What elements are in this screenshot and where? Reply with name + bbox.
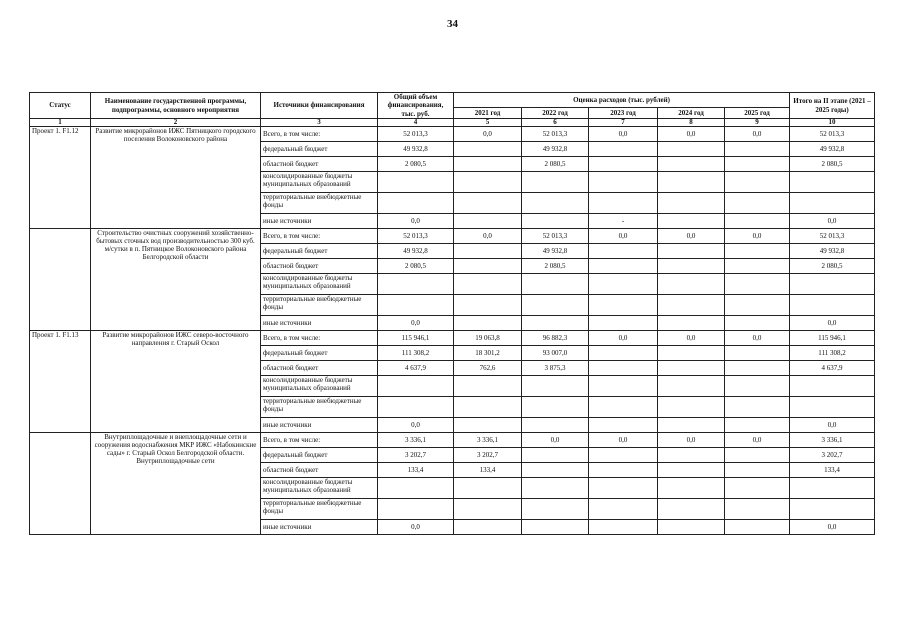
amount-cell — [454, 376, 522, 397]
amount-cell — [658, 418, 725, 433]
funding-source: территориальные внебюджетные фонды — [261, 193, 378, 214]
funding-source: иные источники — [261, 520, 378, 535]
column-number: 6 — [522, 119, 589, 127]
amount-cell — [589, 295, 658, 316]
amount-cell — [454, 499, 522, 520]
column-number: 8 — [658, 119, 725, 127]
amount-cell — [725, 295, 790, 316]
amount-cell — [725, 259, 790, 274]
table-row — [30, 331, 875, 346]
amount-cell: 2 080,5 — [790, 259, 875, 274]
amount-cell — [725, 193, 790, 214]
amount-cell: 0,0 — [589, 433, 658, 448]
amount-cell — [658, 244, 725, 259]
amount-cell — [589, 244, 658, 259]
amount-cell — [454, 172, 522, 193]
amount-cell — [725, 142, 790, 157]
funding-source: областной бюджет — [261, 463, 378, 478]
amount-cell — [454, 214, 522, 229]
amount-cell: 0,0 — [658, 433, 725, 448]
amount-cell — [522, 418, 589, 433]
funding-source: федеральный бюджет — [261, 244, 378, 259]
funding-source: федеральный бюджет — [261, 448, 378, 463]
amount-cell: 52 013,3 — [378, 127, 454, 142]
amount-cell — [589, 346, 658, 361]
amount-cell — [522, 316, 589, 331]
amount-cell — [725, 316, 790, 331]
amount-cell: 0,0 — [378, 418, 454, 433]
header-total: Общий объем финансирования, тыс. руб. — [378, 93, 454, 119]
funding-source: иные источники — [261, 214, 378, 229]
amount-cell — [790, 397, 875, 418]
column-number: 4 — [378, 119, 454, 127]
amount-cell: 0,0 — [725, 127, 790, 142]
amount-cell — [725, 448, 790, 463]
funding-source: территориальные внебюджетные фонды — [261, 397, 378, 418]
amount-cell: 0,0 — [725, 433, 790, 448]
amount-cell: 3 202,7 — [454, 448, 522, 463]
amount-cell — [725, 463, 790, 478]
amount-cell — [522, 520, 589, 535]
table-row — [30, 127, 875, 142]
amount-cell: 3 202,7 — [378, 448, 454, 463]
amount-cell — [725, 346, 790, 361]
amount-cell — [589, 448, 658, 463]
amount-cell — [589, 499, 658, 520]
amount-cell — [378, 193, 454, 214]
amount-cell — [725, 244, 790, 259]
amount-cell: 93 007,0 — [522, 346, 589, 361]
amount-cell — [589, 157, 658, 172]
amount-cell — [589, 142, 658, 157]
header-year: 2022 год — [522, 108, 589, 119]
amount-cell: 3 336,1 — [454, 433, 522, 448]
funding-source: Всего, в том числе: — [261, 229, 378, 244]
amount-cell — [589, 361, 658, 376]
amount-cell — [658, 142, 725, 157]
amount-cell — [658, 376, 725, 397]
header-year: 2021 год — [454, 108, 522, 119]
amount-cell — [454, 244, 522, 259]
header-status: Статус — [30, 93, 91, 119]
funding-source: иные источники — [261, 316, 378, 331]
header-year: 2023 год — [589, 108, 658, 119]
amount-cell: 52 013,3 — [522, 229, 589, 244]
amount-cell — [454, 397, 522, 418]
amount-cell: 3 336,1 — [378, 433, 454, 448]
amount-cell — [378, 274, 454, 295]
amount-cell — [658, 520, 725, 535]
amount-cell — [790, 499, 875, 520]
amount-cell: 0,0 — [378, 520, 454, 535]
column-number: 3 — [261, 119, 378, 127]
amount-cell — [725, 214, 790, 229]
funding-source: федеральный бюджет — [261, 346, 378, 361]
amount-cell — [589, 172, 658, 193]
amount-cell: 0,0 — [454, 229, 522, 244]
amount-cell — [790, 295, 875, 316]
amount-cell — [454, 520, 522, 535]
funding-source: консолидированные бюджеты муниципальных образований — [261, 172, 378, 193]
amount-cell — [522, 193, 589, 214]
amount-cell: 52 013,3 — [790, 229, 875, 244]
funding-source: областной бюджет — [261, 157, 378, 172]
amount-cell: 2 080,5 — [378, 157, 454, 172]
amount-cell: 4 637,9 — [378, 361, 454, 376]
amount-cell — [658, 157, 725, 172]
table-row — [30, 229, 875, 244]
amount-cell — [454, 259, 522, 274]
amount-cell: 133,4 — [454, 463, 522, 478]
funding-source: областной бюджет — [261, 361, 378, 376]
header-year: 2025 год — [725, 108, 790, 119]
funding-source: консолидированные бюджеты муниципальных образований — [261, 478, 378, 499]
amount-cell — [522, 295, 589, 316]
amount-cell — [658, 463, 725, 478]
funding-source: Всего, в том числе: — [261, 127, 378, 142]
amount-cell — [522, 376, 589, 397]
amount-cell — [658, 361, 725, 376]
amount-cell: - — [589, 214, 658, 229]
amount-cell — [522, 448, 589, 463]
amount-cell — [522, 463, 589, 478]
amount-cell: 0,0 — [454, 127, 522, 142]
amount-cell — [378, 172, 454, 193]
amount-cell: 0,0 — [725, 229, 790, 244]
amount-cell — [454, 418, 522, 433]
amount-cell: 49 932,8 — [790, 244, 875, 259]
amount-cell: 0,0 — [589, 331, 658, 346]
funding-source: областной бюджет — [261, 259, 378, 274]
amount-cell: 3 336,1 — [790, 433, 875, 448]
amount-cell: 0,0 — [725, 331, 790, 346]
amount-cell — [522, 397, 589, 418]
column-number: 5 — [454, 119, 522, 127]
amount-cell — [454, 193, 522, 214]
amount-cell — [658, 478, 725, 499]
amount-cell — [589, 418, 658, 433]
amount-cell — [454, 157, 522, 172]
amount-cell — [589, 463, 658, 478]
row-status — [30, 229, 91, 331]
amount-cell: 0,0 — [522, 433, 589, 448]
amount-cell: 0,0 — [790, 520, 875, 535]
funding-source: территориальные внебюджетные фонды — [261, 295, 378, 316]
amount-cell — [658, 397, 725, 418]
row-program-name: Строительство очистных сооружений хозяйственно-бытовых сточных вод производительностью 300 куб. м/сутки в п. Пятницкое Волоконовского района Белгородской области — [91, 229, 261, 331]
amount-cell — [454, 274, 522, 295]
amount-cell: 0,0 — [790, 214, 875, 229]
amount-cell — [589, 478, 658, 499]
amount-cell — [658, 172, 725, 193]
amount-cell — [589, 316, 658, 331]
page-number: 34 — [447, 18, 458, 30]
header-name: Наименование государственной программы, подпрограммы, основного мероприятия — [91, 93, 261, 119]
financing-table — [29, 92, 875, 535]
amount-cell — [658, 499, 725, 520]
amount-cell: 96 882,3 — [522, 331, 589, 346]
amount-cell — [454, 478, 522, 499]
amount-cell: 0,0 — [658, 127, 725, 142]
amount-cell: 115 946,1 — [378, 331, 454, 346]
header-stage-total: Итого на II этапе (2021 – 2025 годы) — [790, 93, 875, 119]
amount-cell: 0,0 — [658, 229, 725, 244]
amount-cell: 111 308,2 — [378, 346, 454, 361]
amount-cell: 3 875,3 — [522, 361, 589, 376]
amount-cell — [658, 274, 725, 295]
amount-cell — [589, 274, 658, 295]
column-number: 10 — [790, 119, 875, 127]
amount-cell — [725, 397, 790, 418]
amount-cell — [589, 520, 658, 535]
amount-cell — [725, 361, 790, 376]
amount-cell — [378, 376, 454, 397]
amount-cell — [790, 274, 875, 295]
row-program-name: Внутриплощадочные и внеплощадочные сети и сооружения водоснабжения МКР ИЖС «Набокинские сады» г. Старый Оскол Белгородской области. Внутриплощадочные сети — [91, 433, 261, 535]
amount-cell — [454, 295, 522, 316]
funding-source: Всего, в том числе: — [261, 331, 378, 346]
amount-cell: 49 932,8 — [522, 244, 589, 259]
amount-cell — [378, 397, 454, 418]
amount-cell — [378, 295, 454, 316]
amount-cell: 115 946,1 — [790, 331, 875, 346]
amount-cell — [658, 295, 725, 316]
funding-source: федеральный бюджет — [261, 142, 378, 157]
amount-cell — [725, 376, 790, 397]
funding-source: Всего, в том числе: — [261, 433, 378, 448]
amount-cell: 49 932,8 — [522, 142, 589, 157]
amount-cell — [522, 172, 589, 193]
amount-cell — [658, 316, 725, 331]
amount-cell: 52 013,3 — [790, 127, 875, 142]
amount-cell — [522, 214, 589, 229]
amount-cell: 0,0 — [378, 214, 454, 229]
column-number: 7 — [589, 119, 658, 127]
amount-cell: 49 932,8 — [790, 142, 875, 157]
amount-cell — [658, 448, 725, 463]
header-estimate: Оценка расходов (тыс. рублей) — [454, 93, 790, 108]
amount-cell — [725, 172, 790, 193]
amount-cell — [725, 478, 790, 499]
amount-cell — [725, 499, 790, 520]
amount-cell — [522, 478, 589, 499]
amount-cell: 2 080,5 — [522, 157, 589, 172]
row-status — [30, 433, 91, 535]
amount-cell — [790, 376, 875, 397]
row-program-name: Развитие микрорайонов ИЖС северо-восточного направления г. Старый Оскол — [91, 331, 261, 433]
funding-source: консолидированные бюджеты муниципальных образований — [261, 274, 378, 295]
amount-cell — [454, 316, 522, 331]
amount-cell — [589, 376, 658, 397]
table-row — [30, 433, 875, 448]
amount-cell — [725, 157, 790, 172]
amount-cell — [522, 499, 589, 520]
column-number: 9 — [725, 119, 790, 127]
amount-cell — [725, 418, 790, 433]
row-status: Проект 1. F1.13 — [30, 331, 91, 433]
column-numbers-row — [30, 119, 875, 127]
amount-cell — [790, 478, 875, 499]
funding-source: территориальные внебюджетные фонды — [261, 499, 378, 520]
amount-cell — [522, 274, 589, 295]
funding-source: иные источники — [261, 418, 378, 433]
amount-cell: 52 013,3 — [522, 127, 589, 142]
amount-cell: 2 080,5 — [522, 259, 589, 274]
amount-cell: 2 080,5 — [378, 259, 454, 274]
column-number: 1 — [30, 119, 91, 127]
amount-cell: 18 301,2 — [454, 346, 522, 361]
amount-cell — [725, 520, 790, 535]
amount-cell: 0,0 — [378, 316, 454, 331]
amount-cell — [658, 259, 725, 274]
amount-cell — [725, 274, 790, 295]
column-number: 2 — [91, 119, 261, 127]
row-program-name: Развитие микрорайонов ИЖС Пятницкого городского поселения Волоконовского района — [91, 127, 261, 229]
amount-cell: 0,0 — [589, 229, 658, 244]
amount-cell — [658, 193, 725, 214]
amount-cell: 0,0 — [589, 127, 658, 142]
funding-source: консолидированные бюджеты муниципальных образований — [261, 376, 378, 397]
amount-cell: 133,4 — [790, 463, 875, 478]
amount-cell: 0,0 — [790, 316, 875, 331]
amount-cell — [378, 499, 454, 520]
amount-cell — [589, 397, 658, 418]
amount-cell: 0,0 — [658, 331, 725, 346]
amount-cell — [589, 259, 658, 274]
amount-cell: 111 308,2 — [790, 346, 875, 361]
amount-cell — [658, 346, 725, 361]
amount-cell: 4 637,9 — [790, 361, 875, 376]
amount-cell: 49 932,8 — [378, 244, 454, 259]
header-year: 2024 год — [658, 108, 725, 119]
amount-cell — [454, 142, 522, 157]
header-sources: Источники финансирования — [261, 93, 378, 119]
amount-cell — [589, 193, 658, 214]
amount-cell: 52 013,3 — [378, 229, 454, 244]
amount-cell: 0,0 — [790, 418, 875, 433]
amount-cell: 49 932,8 — [378, 142, 454, 157]
amount-cell — [790, 172, 875, 193]
amount-cell: 762,6 — [454, 361, 522, 376]
amount-cell: 3 202,7 — [790, 448, 875, 463]
amount-cell — [658, 214, 725, 229]
row-status: Проект 1. F1.12 — [30, 127, 91, 229]
amount-cell — [790, 193, 875, 214]
amount-cell: 133,4 — [378, 463, 454, 478]
amount-cell: 2 080,5 — [790, 157, 875, 172]
amount-cell: 19 063,8 — [454, 331, 522, 346]
amount-cell — [378, 478, 454, 499]
